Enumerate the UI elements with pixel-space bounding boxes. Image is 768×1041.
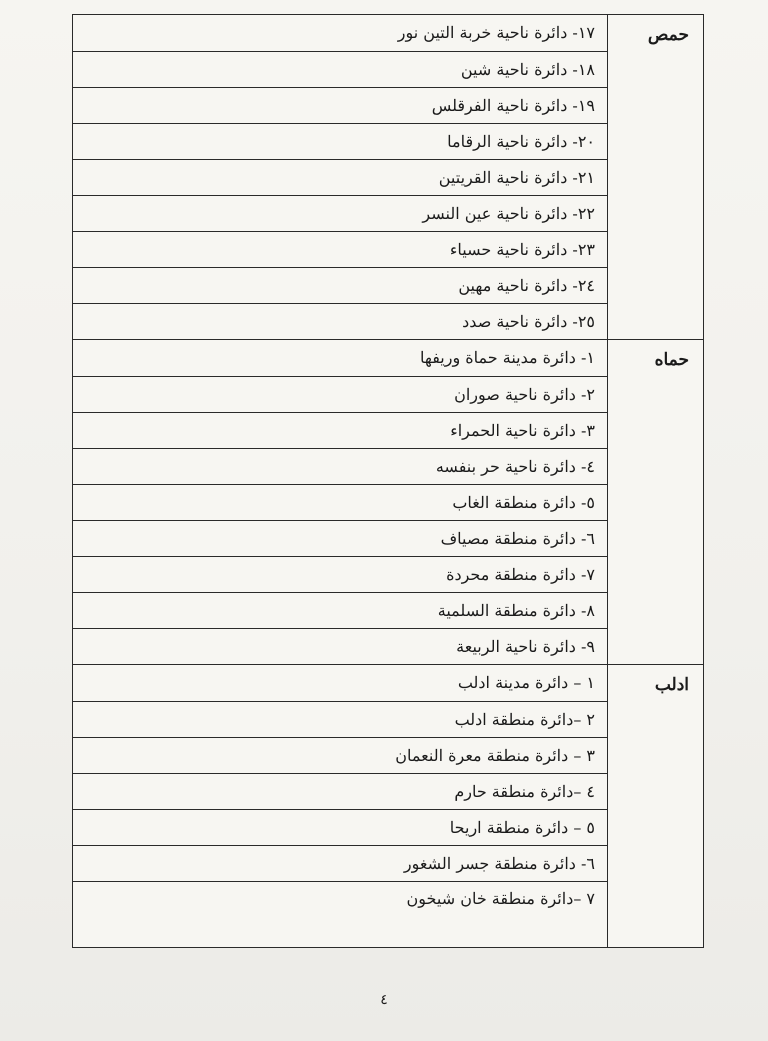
table-row: ٣ – دائرة منطقة معرة النعمان	[73, 737, 607, 773]
table-row: ٢٣- دائرة ناحية حسياء	[73, 231, 607, 267]
table-row: ١- دائرة مدينة حماة وريفها	[419, 348, 595, 367]
table-row: ٥- دائرة منطقة الغاب	[73, 484, 607, 520]
page-number: ٤	[380, 992, 388, 1008]
table-row: ٢١- دائرة ناحية القريتين	[73, 159, 607, 195]
district-list	[73, 665, 607, 947]
region-name: حمص	[607, 15, 703, 339]
region-group-homs	[73, 15, 703, 339]
table-row: ٦- دائرة منطقة جسر الشغور	[73, 845, 607, 881]
table-row: ١٧- دائرة ناحية خربة التين نور	[397, 23, 595, 42]
region-name: حماه	[607, 340, 703, 664]
region-group-idlib	[73, 664, 703, 947]
table-row: ٢٤- دائرة ناحية مهين	[73, 267, 607, 303]
table-row: ١٩- دائرة ناحية الفرقلس	[73, 87, 607, 123]
table-row: ٢٠- دائرة ناحية الرقاما	[73, 123, 607, 159]
table-row: ٧ –دائرة منطقة خان شيخون	[73, 881, 607, 947]
table-row: ٩- دائرة ناحية الربيعة	[73, 628, 607, 664]
district-list	[73, 340, 607, 664]
district-list	[73, 15, 607, 339]
table-row: ٥ – دائرة منطقة اريحا	[73, 809, 607, 845]
table-row: ١٨- دائرة ناحية شين	[73, 51, 607, 87]
table-row: ٧- دائرة منطقة محردة	[73, 556, 607, 592]
table-row: ١ – دائرة مدينة ادلب	[457, 673, 595, 692]
table-row: ٢ –دائرة منطقة ادلب	[73, 701, 607, 737]
table-row: ٤- دائرة ناحية حر بنفسه	[73, 448, 607, 484]
table-row: ٨- دائرة منطقة السلمية	[73, 592, 607, 628]
districts-table	[72, 14, 704, 948]
table-row: ٢٥- دائرة ناحية صدد	[73, 303, 607, 339]
region-name: ادلب	[607, 665, 703, 947]
table-row: ٣- دائرة ناحية الحمراء	[73, 412, 607, 448]
table-row: ٦- دائرة منطقة مصياف	[73, 520, 607, 556]
table-row: ٢٢- دائرة ناحية عين النسر	[73, 195, 607, 231]
table-row: ٤ –دائرة منطقة حارم	[73, 773, 607, 809]
region-group-hama	[73, 339, 703, 664]
table-row: ٢- دائرة ناحية صوران	[73, 376, 607, 412]
